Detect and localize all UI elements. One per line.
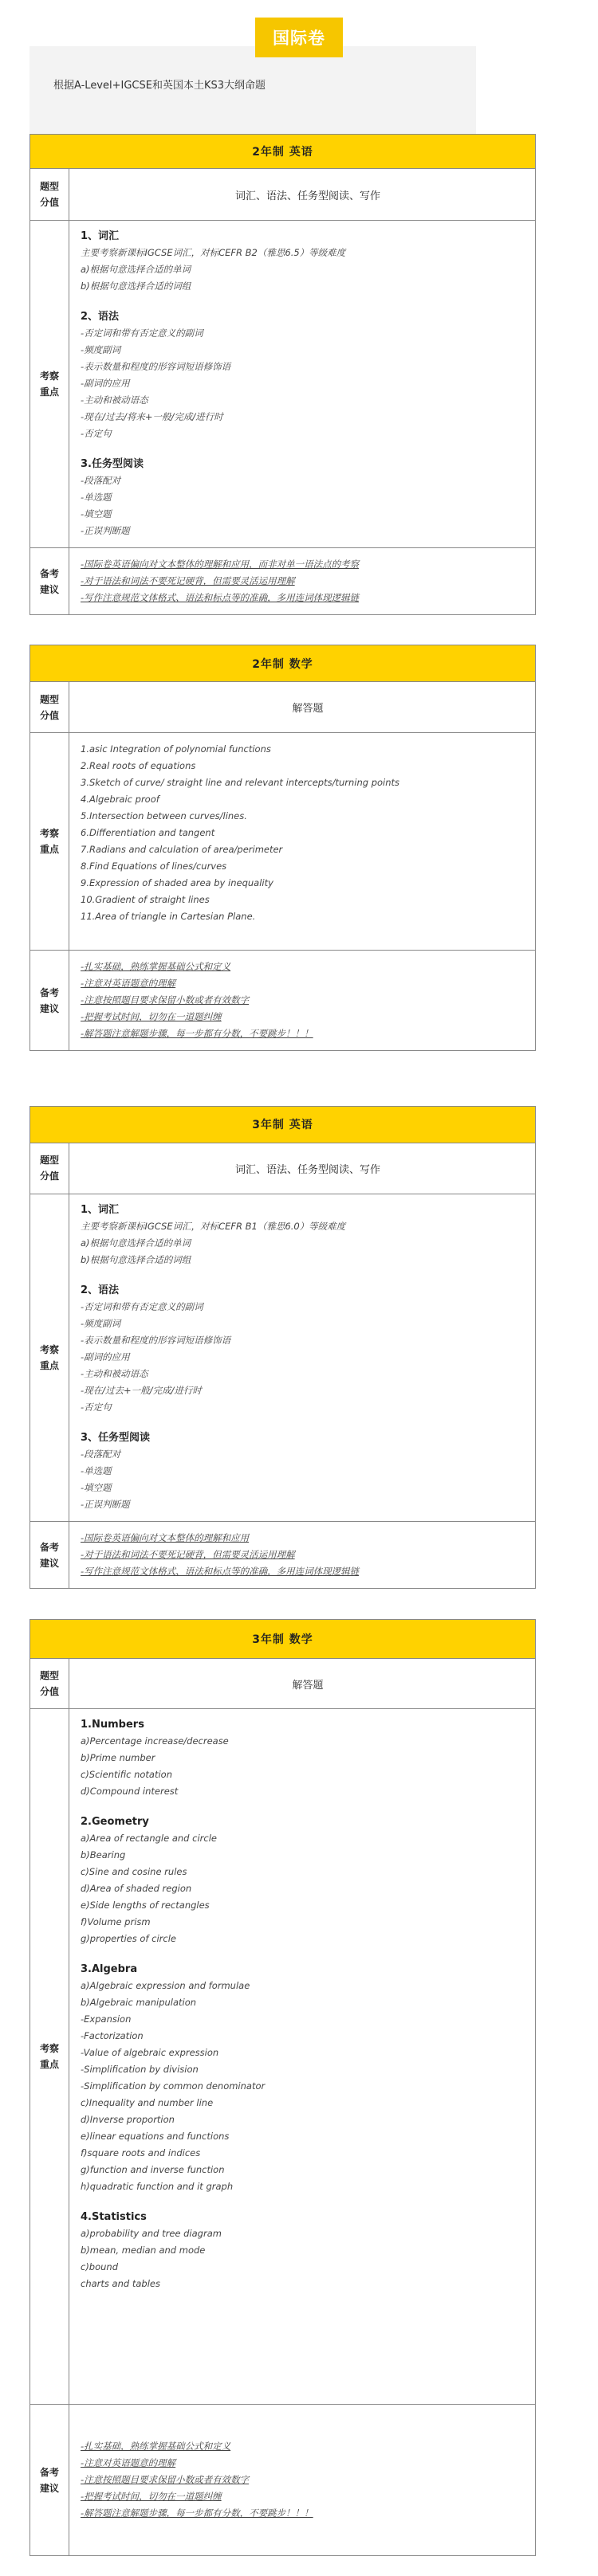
focus-group-title: 3.Algebra bbox=[81, 1963, 138, 1975]
focus-group-title: 1.Numbers bbox=[81, 1719, 144, 1731]
label-line: 考察 bbox=[39, 827, 59, 839]
group-gap bbox=[81, 1268, 535, 1283]
focus-item: 2.Real roots of equations bbox=[81, 759, 196, 771]
advice-item: -写作注意规范文体格式、语法和标点等的准确，多用连词体现逻辑链 bbox=[81, 1566, 360, 1577]
label-line: 备考 bbox=[39, 986, 59, 998]
group-gap bbox=[81, 1416, 535, 1430]
focus-item: -副词的应用 bbox=[81, 1351, 130, 1362]
focus-item: -填空题 bbox=[81, 508, 112, 520]
group-gap bbox=[81, 1800, 535, 1814]
focus-item: -否定词和带有否定意义的副词 bbox=[81, 1301, 203, 1312]
label-line: 建议 bbox=[39, 2482, 59, 2494]
focus-item: f)square roots and indices bbox=[81, 2147, 201, 2158]
label-line: 分值 bbox=[39, 709, 59, 721]
label-line: 重点 bbox=[39, 1360, 59, 1371]
label-line: 重点 bbox=[39, 2059, 59, 2070]
focus-item: b)根据句意选择合适的词组 bbox=[81, 280, 191, 292]
label-line: 重点 bbox=[39, 386, 59, 398]
label-line: 题型 bbox=[39, 1670, 59, 1681]
exam-type-badge: 国际卷 bbox=[255, 18, 343, 57]
focus-item: d)Compound interest bbox=[81, 1786, 179, 1797]
focus-group-title: 2.Geometry bbox=[81, 1816, 149, 1828]
focus-item: 7.Radians and calculation of area/perimeter bbox=[81, 843, 283, 855]
label-line: 考察 bbox=[39, 1344, 59, 1355]
advice-row bbox=[30, 2405, 535, 2555]
focus-group-title: 1、词汇 bbox=[81, 230, 120, 242]
focus-item: -单选题 bbox=[81, 492, 112, 503]
label-line: 考察 bbox=[39, 371, 59, 382]
focus-label bbox=[30, 221, 69, 547]
focus-item: 11.Area of triangle in Cartesian Plane. bbox=[81, 910, 256, 922]
focus-item: c)Sine and cosine rules bbox=[81, 1866, 187, 1877]
focus-item: -Simplification by common denominator bbox=[81, 2080, 266, 2092]
header-badge-wrap bbox=[0, 0, 598, 56]
focus-item: -主动和被动语态 bbox=[81, 1368, 148, 1379]
label-line: 重点 bbox=[39, 843, 59, 855]
focus-item: a)Algebraic expression and formulae bbox=[81, 1980, 250, 1991]
focus-item: 主要考察新课标IGCSE词汇，对标CEFR B1（雅思6.0）等级难度 bbox=[81, 1221, 346, 1232]
focus-item: -段落配对 bbox=[81, 475, 121, 486]
question-type-row bbox=[30, 682, 535, 732]
focus-row bbox=[30, 221, 535, 548]
focus-item: b)Prime number bbox=[81, 1752, 155, 1763]
focus-item: -正误判断题 bbox=[81, 525, 130, 536]
question-type-row bbox=[30, 1143, 535, 1194]
label-line: 题型 bbox=[39, 693, 59, 705]
focus-item: h)quadratic function and it graph bbox=[81, 2181, 234, 2192]
exam-section bbox=[30, 645, 536, 1051]
focus-item: -段落配对 bbox=[81, 1449, 121, 1460]
focus-item: -Value of algebraic expression bbox=[81, 2047, 219, 2058]
focus-row bbox=[30, 1709, 535, 2405]
advice-item: -扎实基础，熟练掌握基础公式和定义 bbox=[81, 2441, 231, 2452]
question-type-label bbox=[30, 169, 69, 220]
advice-item: -国际卷英语偏向对文本整体的理解和应用，而非对单一语法点的考察 bbox=[81, 559, 360, 570]
focus-label bbox=[30, 733, 69, 950]
focus-item: -频度副词 bbox=[81, 1318, 121, 1329]
focus-content bbox=[69, 733, 535, 950]
label-line: 建议 bbox=[39, 1002, 59, 1014]
advice-label bbox=[30, 951, 69, 1050]
focus-item: g)function and inverse function bbox=[81, 2164, 225, 2175]
focus-item: -否定词和带有否定意义的副词 bbox=[81, 327, 203, 339]
focus-item: 8.Find Equations of lines/curves bbox=[81, 860, 227, 872]
focus-item: a)根据句意选择合适的单词 bbox=[81, 1237, 191, 1249]
question-type-label bbox=[30, 1143, 69, 1194]
advice-label bbox=[30, 2405, 69, 2555]
section-title: 2年制 英语 bbox=[30, 135, 535, 169]
question-type-label bbox=[30, 1659, 69, 1708]
group-gap bbox=[81, 1947, 535, 1962]
focus-item: g)properties of circle bbox=[81, 1933, 176, 1944]
advice-item: -扎实基础，熟练掌握基础公式和定义 bbox=[81, 961, 231, 972]
advice-content bbox=[69, 2405, 535, 2555]
question-type-value: 词汇、语法、任务型阅读、写作 bbox=[234, 190, 380, 202]
focus-item: 主要考察新课标IGCSE词汇，对标CEFR B2（雅思6.5）等级难度 bbox=[81, 247, 346, 258]
focus-item: f)Volume prism bbox=[81, 1916, 151, 1927]
advice-item: -注意按照题目要求保留小数或者有效数字 bbox=[81, 2474, 250, 2485]
focus-item: -表示数量和程度的形容词短语修饰语 bbox=[81, 1335, 231, 1346]
focus-item: -现在/过去/将来+一般/完成/进行时 bbox=[81, 411, 223, 422]
focus-item: -Factorization bbox=[81, 2030, 144, 2041]
advice-content bbox=[69, 548, 535, 614]
advice-label bbox=[30, 548, 69, 614]
focus-item: b)Bearing bbox=[81, 1849, 126, 1860]
label-line: 备考 bbox=[39, 567, 59, 579]
focus-row bbox=[30, 1194, 535, 1522]
advice-item: -解答题注意解题步骤，每一步都有分数，不要跳步！！！ bbox=[81, 1028, 313, 1039]
focus-item: a)Area of rectangle and circle bbox=[81, 1833, 217, 1844]
focus-item: -频度副词 bbox=[81, 344, 121, 355]
advice-item: -注意按照题目要求保留小数或者有效数字 bbox=[81, 994, 250, 1006]
label-line: 建议 bbox=[39, 1557, 59, 1569]
focus-item: a)probability and tree diagram bbox=[81, 2228, 222, 2239]
focus-item: c)bound bbox=[81, 2261, 119, 2272]
focus-item: -现在/过去+一般/完成/进行时 bbox=[81, 1385, 202, 1396]
group-gap bbox=[81, 2195, 535, 2209]
focus-group-title: 3、任务型阅读 bbox=[81, 1432, 151, 1444]
focus-item: 10.Gradient of straight lines bbox=[81, 893, 210, 905]
focus-item: c)Scientific notation bbox=[81, 1769, 173, 1780]
focus-item: -否定句 bbox=[81, 428, 112, 439]
focus-item: 9.Expression of shaded area by inequality bbox=[81, 876, 273, 888]
advice-row bbox=[30, 951, 535, 1050]
focus-item: e)linear equations and functions bbox=[81, 2131, 230, 2142]
focus-group-title: 4.Statistics bbox=[81, 2211, 147, 2223]
focus-item: -副词的应用 bbox=[81, 378, 130, 389]
focus-group-title: 1、词汇 bbox=[81, 1204, 120, 1216]
focus-item: d)Area of shaded region bbox=[81, 1883, 192, 1894]
exam-section bbox=[30, 1106, 536, 1589]
question-type-row bbox=[30, 1659, 535, 1709]
label-line: 备考 bbox=[39, 2466, 59, 2478]
label-line: 分值 bbox=[39, 1686, 59, 1697]
focus-item: d)Inverse proportion bbox=[81, 2114, 175, 2125]
label-line: 题型 bbox=[39, 181, 59, 193]
focus-item: b)根据句意选择合适的词组 bbox=[81, 1254, 191, 1265]
focus-label bbox=[30, 1194, 69, 1521]
focus-item: b)mean, median and mode bbox=[81, 2245, 206, 2256]
advice-item: -对于语法和词法不要死记硬背，但需要灵活运用理解 bbox=[81, 1549, 295, 1560]
section-title: 3年制 数学 bbox=[30, 1620, 535, 1659]
focus-item: -Simplification by division bbox=[81, 2064, 199, 2075]
advice-content bbox=[69, 1522, 535, 1588]
focus-content bbox=[69, 221, 535, 547]
focus-label bbox=[30, 1709, 69, 2404]
advice-content bbox=[69, 951, 535, 1050]
advice-row bbox=[30, 548, 535, 614]
focus-item: 1.asic Integration of polynomial functions bbox=[81, 743, 271, 755]
advice-item: -国际卷英语偏向对文本整体的理解和应用 bbox=[81, 1532, 250, 1543]
focus-item: -Expansion bbox=[81, 2013, 132, 2025]
label-line: 题型 bbox=[39, 1155, 59, 1166]
advice-item: -注意对英语题意的理解 bbox=[81, 978, 176, 989]
advice-item: -把握考试时间，切勿在一道题纠缠 bbox=[81, 2491, 222, 2502]
focus-item: b)Algebraic manipulation bbox=[81, 1997, 197, 2008]
label-line: 建议 bbox=[39, 583, 59, 595]
advice-item: -注意对英语题意的理解 bbox=[81, 2457, 176, 2468]
focus-item: -主动和被动语态 bbox=[81, 394, 148, 406]
intro-text: 根据A-Level+IGCSE和英国本土KS3大纲命题 bbox=[30, 46, 476, 134]
label-line: 备考 bbox=[39, 1541, 59, 1553]
focus-group-title: 3.任务型阅读 bbox=[81, 458, 144, 470]
question-type-row bbox=[30, 169, 535, 221]
focus-content bbox=[69, 1194, 535, 1521]
focus-content bbox=[69, 1709, 535, 2404]
focus-item: 5.Intersection between curves/lines. bbox=[81, 810, 247, 821]
focus-item: 3.Sketch of curve/ straight line and relevant intercepts/turning points bbox=[81, 776, 400, 788]
advice-label bbox=[30, 1522, 69, 1588]
focus-item: a)Percentage increase/decrease bbox=[81, 1735, 229, 1747]
focus-item: 6.Differentiation and tangent bbox=[81, 826, 215, 838]
advice-row bbox=[30, 1522, 535, 1588]
group-gap bbox=[81, 442, 535, 457]
focus-item: -表示数量和程度的形容词短语修饰语 bbox=[81, 361, 231, 372]
section-title: 3年制 英语 bbox=[30, 1107, 535, 1143]
group-gap bbox=[81, 295, 535, 309]
focus-item: -否定句 bbox=[81, 1402, 112, 1413]
label-line: 考察 bbox=[39, 2043, 59, 2054]
label-line: 分值 bbox=[39, 1170, 59, 1182]
advice-item: -解答题注意解题步骤，每一步都有分数，不要跳步！！！ bbox=[81, 2507, 313, 2519]
focus-item: c)Inequality and number line bbox=[81, 2097, 214, 2108]
focus-item: a)根据句意选择合适的单词 bbox=[81, 264, 191, 275]
focus-item: -填空题 bbox=[81, 1482, 112, 1493]
question-type-label bbox=[30, 682, 69, 731]
advice-item: -写作注意规范文体格式、语法和标点等的准确，多用连词体现逻辑链 bbox=[81, 592, 360, 603]
question-type-value: 解答题 bbox=[292, 1679, 324, 1692]
focus-item: -单选题 bbox=[81, 1465, 112, 1476]
advice-item: -把握考试时间，切勿在一道题纠缠 bbox=[81, 1011, 222, 1022]
focus-group-title: 2、语法 bbox=[81, 1284, 120, 1296]
exam-section bbox=[30, 134, 536, 615]
section-title: 2年制 数学 bbox=[30, 645, 535, 682]
focus-item: 4.Algebraic proof bbox=[81, 793, 159, 805]
focus-group-title: 2、语法 bbox=[81, 311, 120, 323]
focus-item: charts and tables bbox=[81, 2278, 160, 2289]
exam-section bbox=[30, 1619, 536, 2556]
advice-item: -对于语法和词法不要死记硬背，但需要灵活运用理解 bbox=[81, 575, 295, 586]
focus-item: e)Side lengths of rectangles bbox=[81, 1900, 210, 1911]
focus-row bbox=[30, 733, 535, 951]
focus-item: -正误判断题 bbox=[81, 1499, 130, 1510]
question-type-value: 词汇、语法、任务型阅读、写作 bbox=[234, 1163, 380, 1176]
question-type-value: 解答题 bbox=[292, 703, 324, 716]
label-line: 分值 bbox=[39, 197, 59, 209]
